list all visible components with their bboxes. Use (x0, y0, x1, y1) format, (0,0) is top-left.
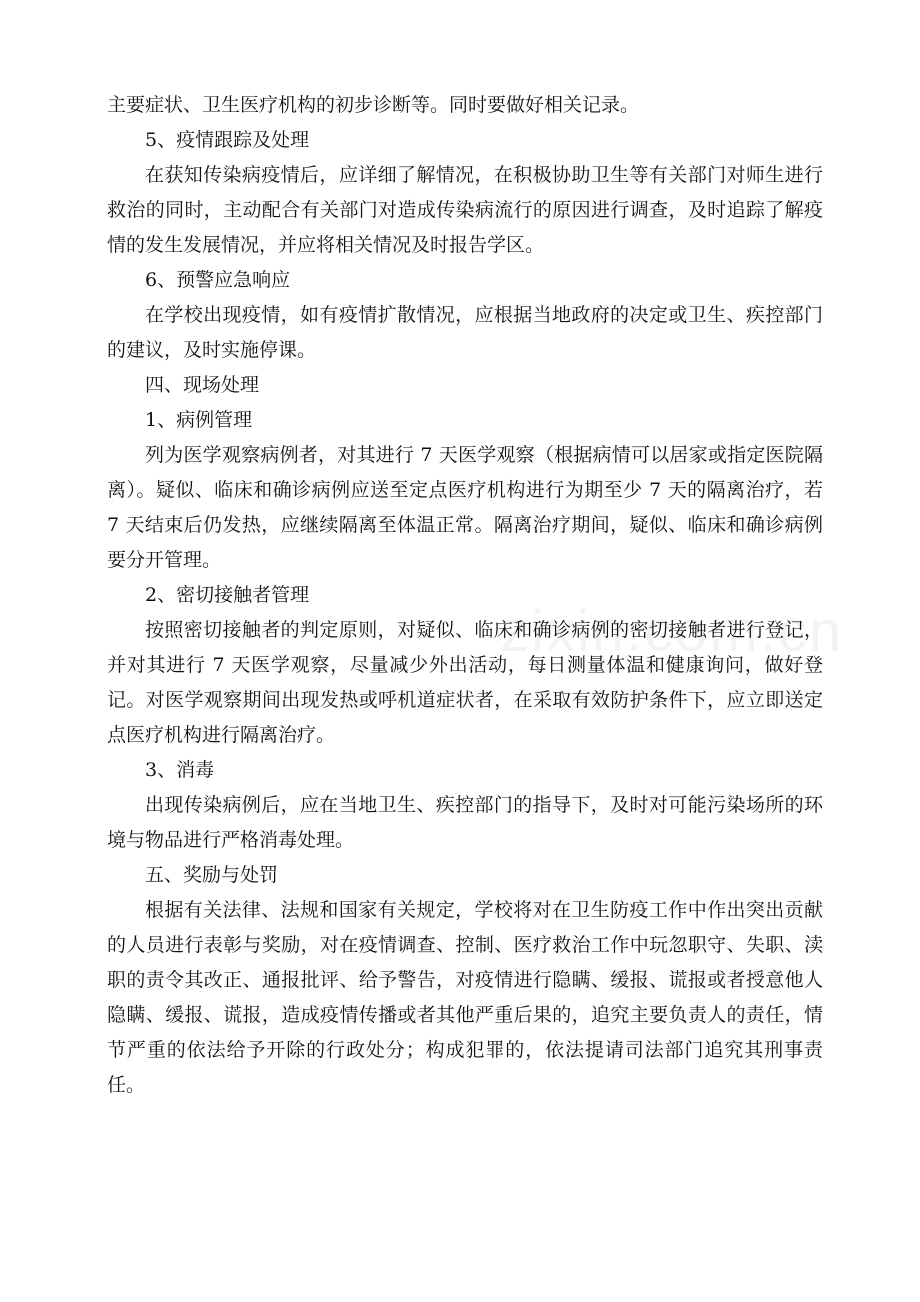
section-heading-early-warning: 6、预警应急响应 (145, 269, 291, 291)
paragraph-close-contact: 按照密切接触者的判定原则，对疑似、临床和确诊病例的密切接触者进行登记，并对其进行 7 天医学观察，尽量减少外出活动，每日测量体温和健康询问，做好登记。对医学观察期间出现发热或呼机道症状者，在采取有效防护条件下，应立即送定点医疗机构进行隔离治疗。 (107, 619, 823, 746)
chapter-heading-on-site-handling: 四、现场处理 (145, 374, 260, 396)
paragraph-disinfection: 出现传染病例后，应在当地卫生、疾控部门的指导下，及时对可能污染场所的环境与物品进行严格消毒处理。 (107, 794, 823, 851)
section-heading-epidemic-tracking: 5、疫情跟踪及处理 (145, 129, 310, 151)
section-heading-close-contact: 2、密切接触者管理 (145, 584, 310, 606)
section-heading-disinfection: 3、消毒 (145, 759, 215, 781)
paragraph-epidemic-tracking: 在获知传染病疫情后，应详细了解情况，在积极协助卫生等有关部门对师生进行救治的同时，主动配合有关部门对造成传染病流行的原因进行调查，及时追踪了解疫情的发生发展情况，并应将相关情况及时报告学区。 (107, 164, 823, 256)
paragraph-early-warning: 在学校出现疫情，如有疫情扩散情况，应根据当地政府的决定或卫生、疾控部门的建议，及时实施停课。 (107, 304, 823, 361)
section-heading-case-management: 1、病例管理 (145, 409, 253, 431)
paragraph-continued-text: 主要症状、卫生医疗机构的初步诊断等。同时要做好相关记录。 (107, 94, 640, 116)
chapter-heading-rewards-penalties: 五、奖励与处罚 (145, 864, 279, 886)
paragraph-case-management: 列为医学观察病例者，对其进行 7 天医学观察（根据病情可以居家或指定医院隔离）。疑似、临床和确诊病例应送至定点医疗机构进行为期至少 7 天的隔离治疗，若 7 天结束后仍发热，应继续隔离至体温正常。隔离治疗期间，疑似、临床和确诊病例要分开管理。 (107, 444, 823, 571)
document-body (107, 88, 823, 1103)
paragraph-rewards-penalties: 根据有关法律、法规和国家有关规定，学校将对在卫生防疫工作中作出突出贡献的人员进行表彰与奖励，对在疫情调查、控制、医疗救治工作中玩忽职守、失职、渎职的责令其改正、通报批评、给予警告，对疫情进行隐瞒、缓报、谎报或者授意他人隐瞒、缓报、谎报，造成疫情传播或者其他严重后果的，追究主要负责人的责任，情节严重的依法给予开除的行政处分；构成犯罪的，依法提请司法部门追究其刑事责任。 (107, 899, 823, 1096)
